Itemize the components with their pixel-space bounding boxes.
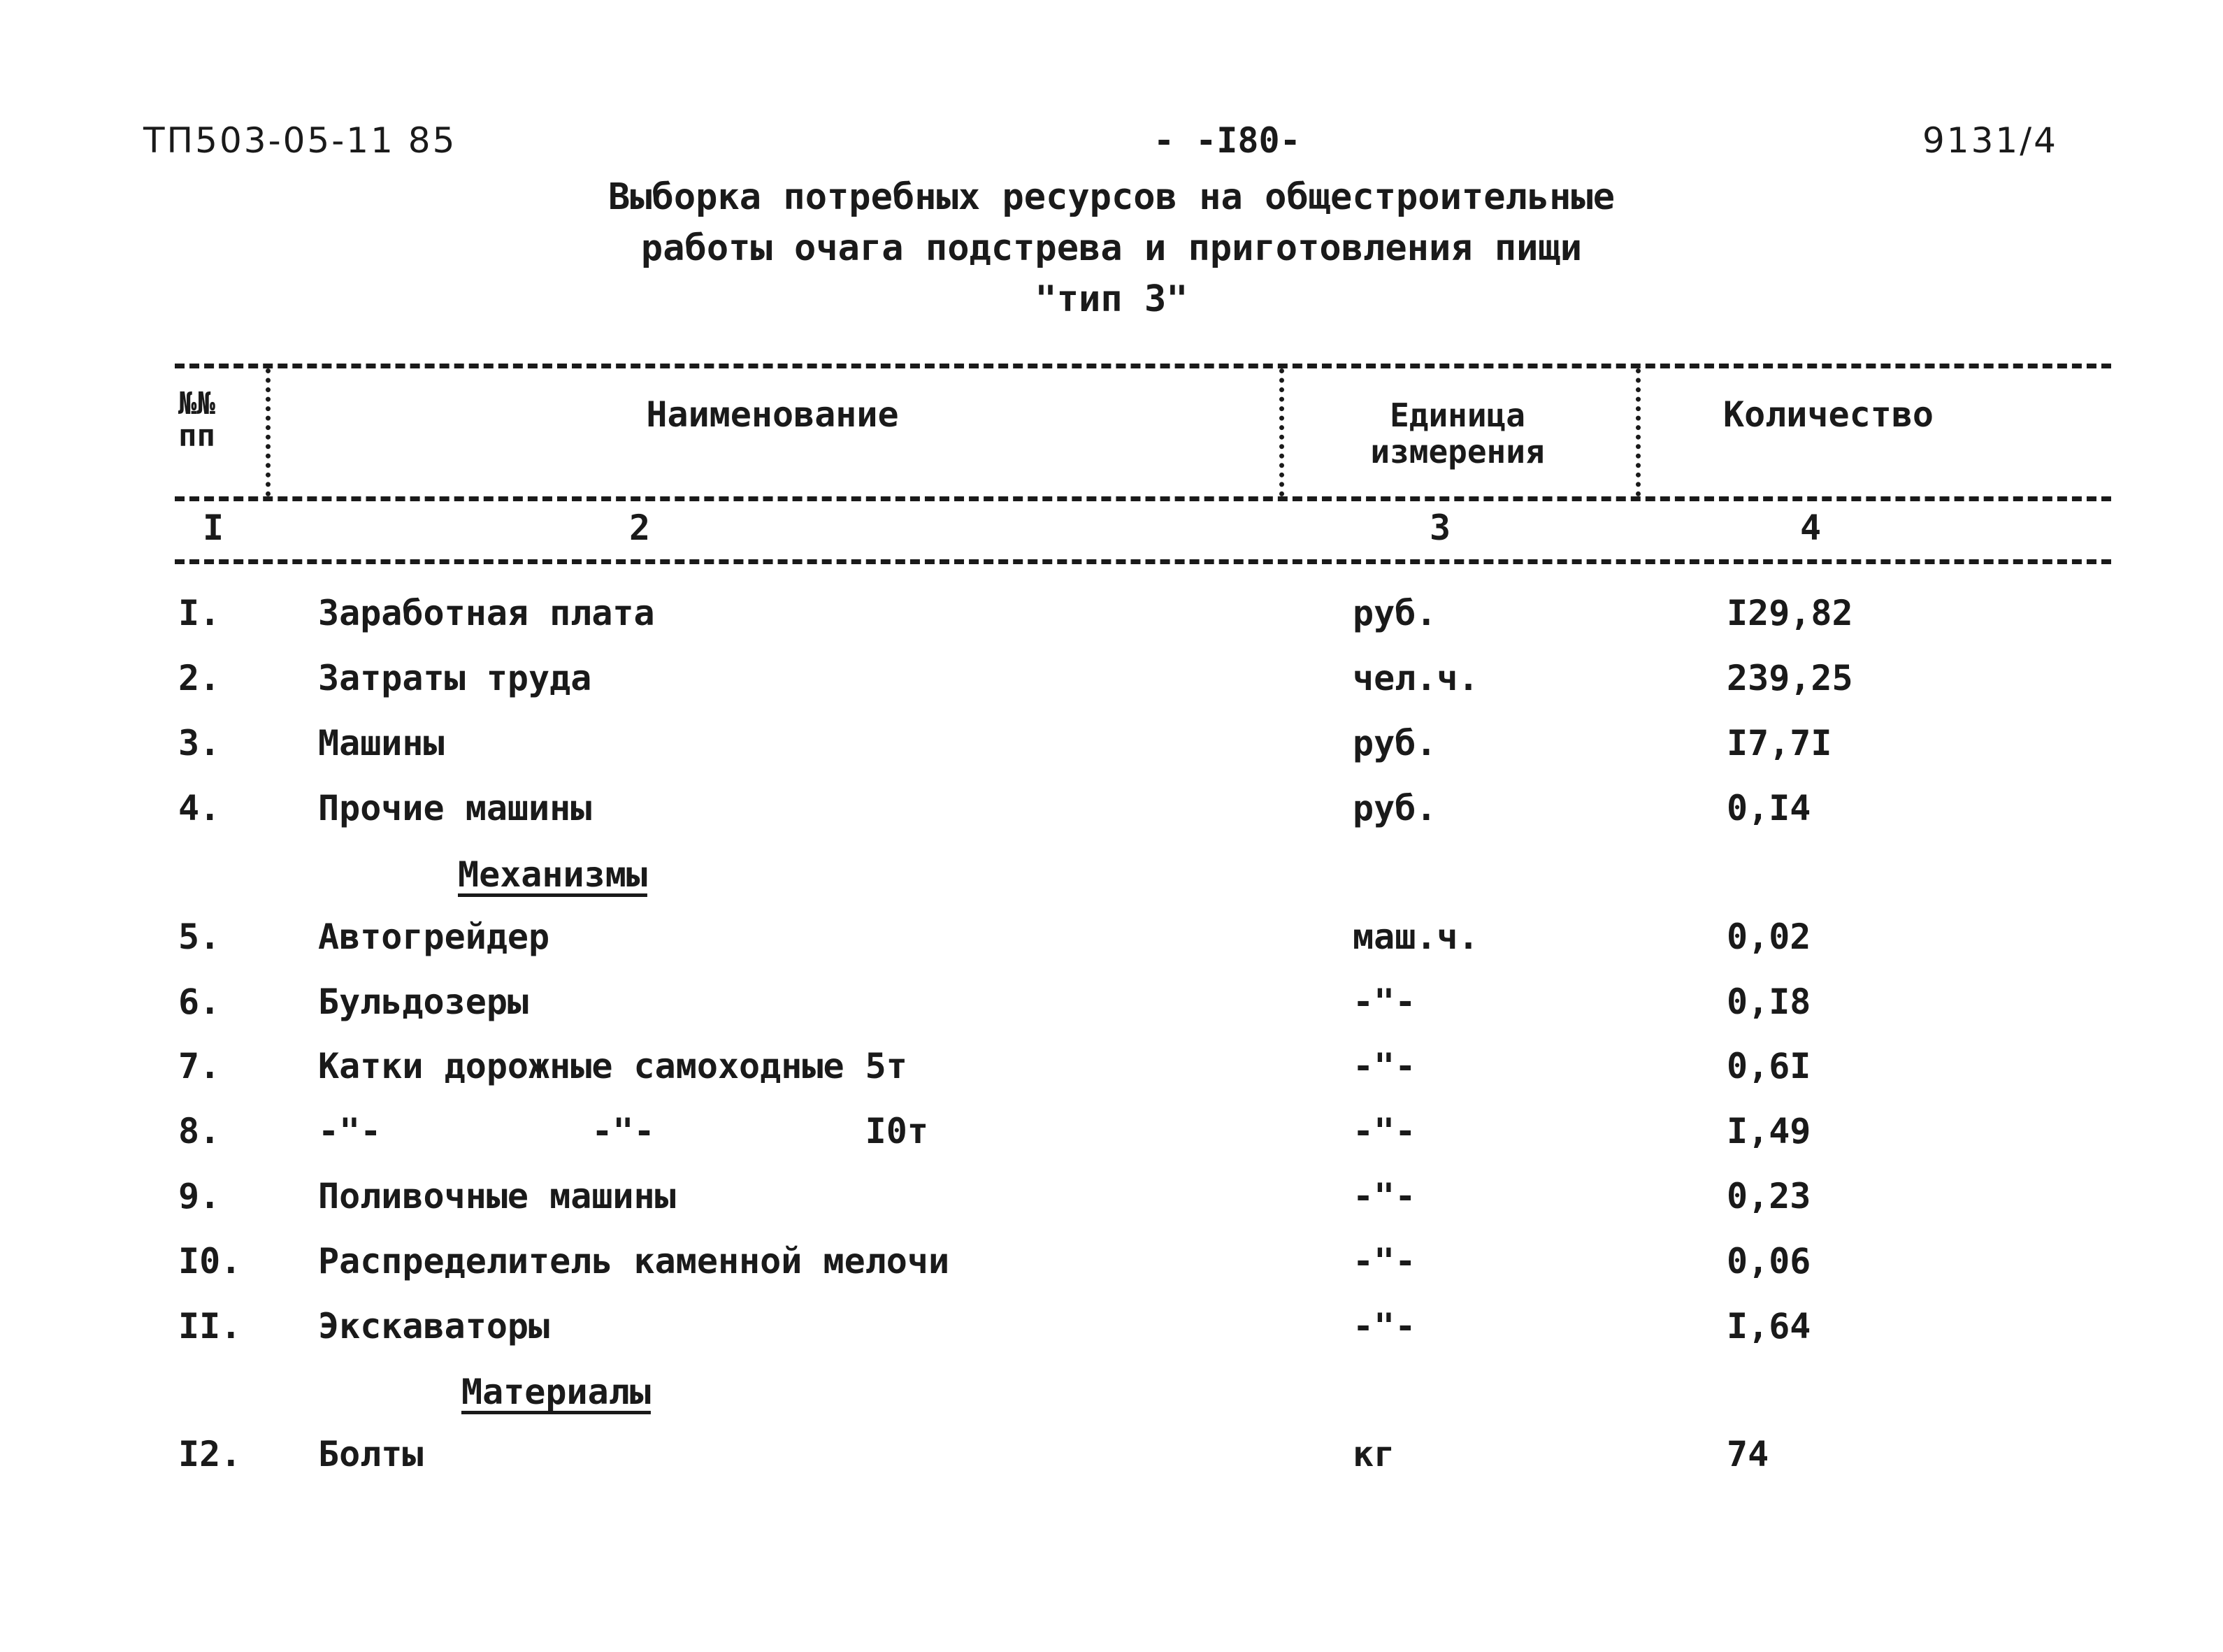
row-num: 6. [178,982,221,1022]
row-unit: -"- [1353,982,1416,1022]
row-qty: I29,82 [1727,593,1853,633]
row-qty: I7,7I [1727,723,1832,763]
row-unit: кг [1353,1434,1395,1474]
row-name: Болты [318,1434,424,1474]
row-unit: руб. [1353,593,1437,633]
row-qty: I,49 [1727,1111,1811,1151]
row-unit: руб. [1353,723,1437,763]
column-header-name: Наименование [646,394,899,435]
column-separator-3 [1636,368,1641,496]
column-header-unit: Единица измерения [1370,396,1545,471]
column-number-4: 4 [1799,508,1822,548]
row-num: 8. [178,1111,221,1151]
row-unit: чел.ч. [1353,658,1479,698]
row-unit: -"- [1353,1176,1416,1216]
row-qty: 0,23 [1727,1176,1811,1216]
row-unit: маш.ч. [1353,917,1479,957]
table-number-rule [175,559,2111,564]
row-name: Заработная плата [318,593,655,633]
row-qty: 0,6I [1727,1046,1811,1086]
row-name: Катки дорожные самоходные 5т [318,1046,907,1086]
row-unit: -"- [1353,1306,1416,1346]
column-number-1: I [202,508,224,548]
row-name: Затраты труда [318,658,592,698]
row-qty: I,64 [1727,1306,1811,1346]
column-number-2: 2 [628,508,651,548]
column-separator-2 [1279,368,1284,496]
table-header-rule [175,496,2111,501]
row-name: Бульдозеры [318,982,529,1022]
row-qty: 0,06 [1727,1241,1811,1281]
row-qty: 74 [1727,1434,1769,1474]
row-num: I. [178,593,221,633]
row-num: 2. [178,658,221,698]
row-unit: -"- [1353,1111,1416,1151]
title-line-2: работы очага подстрева и приготовления пищи [640,227,1583,269]
row-name: Поливочные машины [318,1176,676,1216]
document-code: ТП503-05-11 85 [143,120,457,161]
page-number: - -I80- [1153,120,1301,161]
row-num: 9. [178,1176,221,1216]
row-unit: -"- [1353,1241,1416,1281]
row-num: 5. [178,917,221,957]
section-heading: Механизмы [458,854,647,895]
row-num: II. [178,1306,242,1346]
row-name: Машины [318,723,445,763]
row-num: 4. [178,788,221,828]
row-qty: 239,25 [1727,658,1853,698]
row-num: 7. [178,1046,221,1086]
row-num: I2. [178,1434,242,1474]
row-name: Автогрейдер [318,917,550,957]
row-qty: 0,I8 [1727,982,1811,1022]
row-qty: 0,I4 [1727,788,1811,828]
row-unit: -"- [1353,1046,1416,1086]
title-line-3: "тип 3" [1035,278,1188,320]
title-line-1: Выборка потребных ресурсов на общестроительные [607,176,1616,218]
row-name: -"- -"- I0т [318,1111,928,1151]
table-top-rule [175,364,2111,368]
row-qty: 0,02 [1727,917,1811,957]
column-number-3: 3 [1429,508,1451,548]
sheet-code: 9131/4 [1922,120,2058,161]
row-name: Прочие машины [318,788,592,828]
column-header-quantity: Количество [1723,394,1934,435]
row-unit: руб. [1353,788,1437,828]
row-name: Распределитель каменной мелочи [318,1241,950,1281]
row-num: I0. [178,1241,242,1281]
section-heading: Материалы [461,1372,651,1412]
column-header-number: №№ пп [178,386,215,454]
column-separator-1 [266,368,271,496]
row-name: Экскаваторы [318,1306,550,1346]
row-num: 3. [178,723,221,763]
